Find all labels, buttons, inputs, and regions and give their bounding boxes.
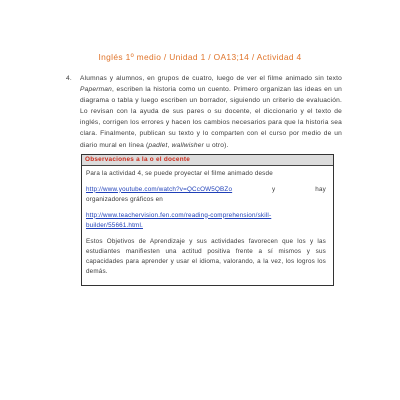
film-title: Paperman [80,86,113,94]
observations-body [82,166,333,277]
observations-intro: Para la actividad 4, se puede proyectar el filme animado desde [86,170,273,177]
teachervision-link[interactable]: http://www.teachervision.fen.com/reading-comprehension/skill-builder/55661.html. [86,211,272,229]
tool-name-wallwisher: wallwisher [171,141,205,149]
activity-text [80,73,342,151]
tool-name-padlet: padlet [148,141,168,149]
link-row [86,185,326,195]
activity-text-part: , escriben la historia como un cuento. Primero organizan las ideas en un diagrama o tabla y luego escriben un borrador, siguiendo un criterio de evaluación. Lo revisan con la ayuda de sus pares o su docente, el diccionario y el texto de inglés, corrigen los errores y hacen los cambios necesarios para que la historia sea clara. Finalmente, publican su texto y lo comparten con el curso por medio de un diario mural en línea ( [80,86,342,149]
activity-number: 4. [66,75,72,82]
youtube-link[interactable]: http://www.youtube.com/watch?v=QCcOW5QBZo [86,185,233,193]
connector-text: y [272,185,276,193]
page-title: Inglés 1º medio / Unidad 1 / OA13;14 / Actividad 4 [98,52,302,62]
observations-box [81,154,334,286]
connector-text: hay [315,185,326,193]
activity-text-part: Alumnas y alumnos, en grupos de cuatro, luego de ver el filme animado sin texto [80,75,342,82]
activity-text-part: , [167,141,172,149]
activity-text-part: u otro). [204,141,229,149]
observations-closing: Estos Objetivos de Aprendizaje y sus actividades favorecen que los y las estudiantes manifiesten una actitud positiva frente a sí mismos y sus capacidades para aprender y usar el idioma, valorando, a la vez, los logros los demás. [86,237,326,276]
observations-tail: organizadores gráficos en [86,195,163,203]
observations-heading: Observaciones a la o el docente [82,155,333,166]
activity-item [66,73,342,151]
